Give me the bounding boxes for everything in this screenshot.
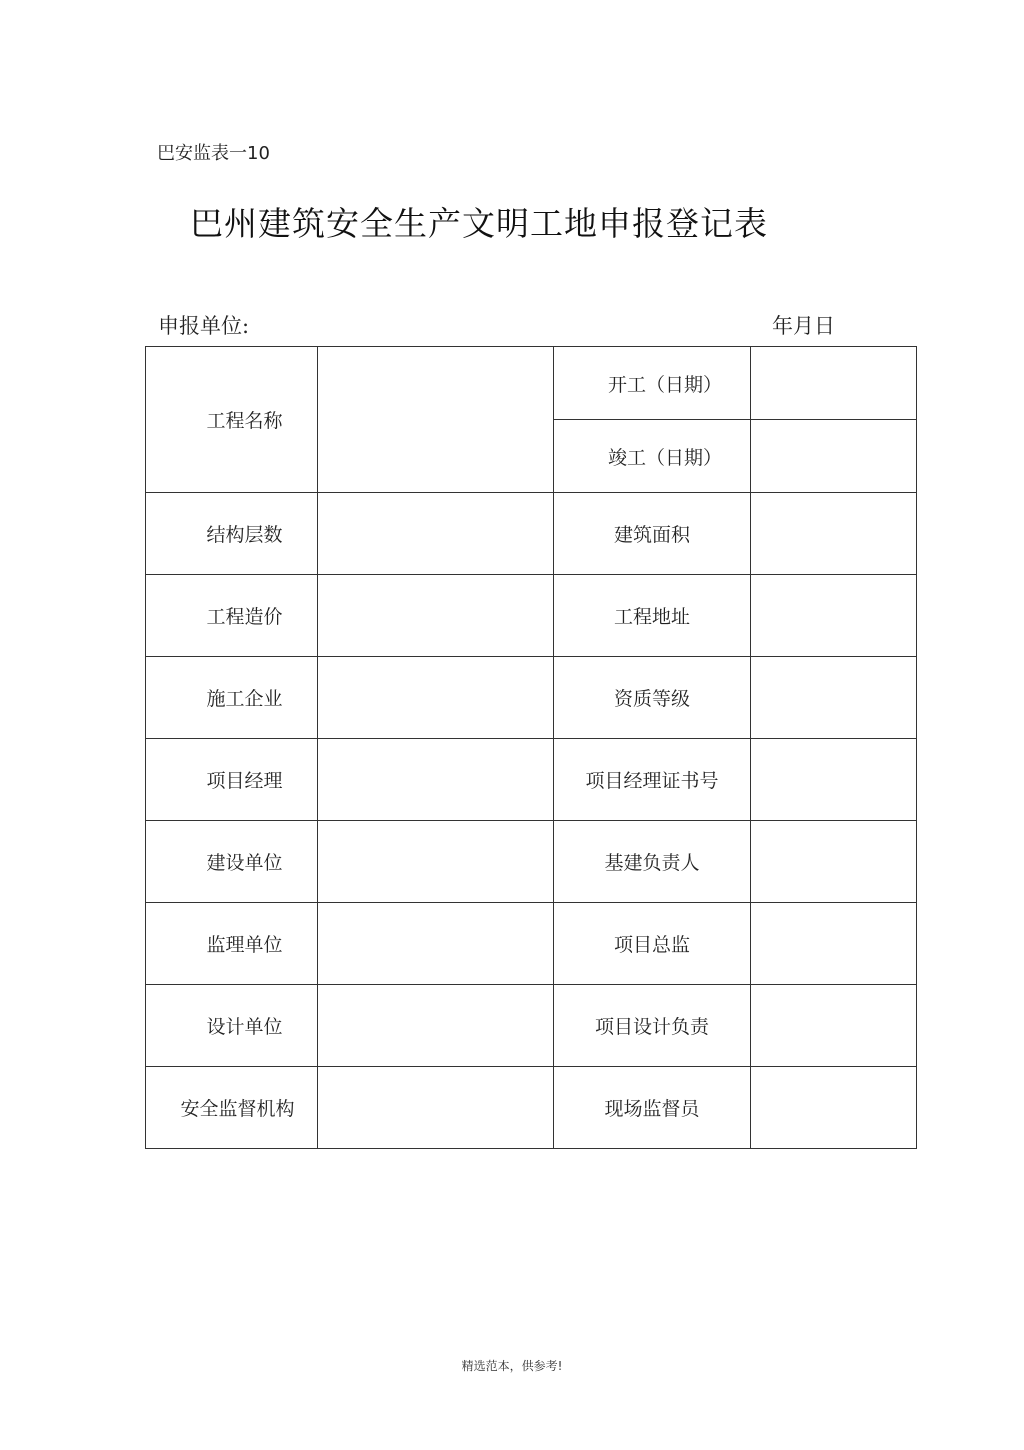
- table-row: [146, 1067, 917, 1149]
- infrastructure-lead-value[interactable]: [751, 821, 917, 903]
- design-lead-value[interactable]: [751, 985, 917, 1067]
- table-row: [146, 347, 917, 420]
- date-label: 年月日: [772, 314, 835, 338]
- project-address-label: 工程地址: [554, 575, 751, 657]
- pm-certificate-label: 项目经理证书号: [554, 739, 751, 821]
- supervision-unit-value[interactable]: [318, 903, 554, 985]
- table-row: [146, 575, 917, 657]
- start-date-value[interactable]: [751, 347, 917, 420]
- design-unit-label: 设计单位: [146, 985, 318, 1067]
- table-row: [146, 739, 917, 821]
- building-area-value[interactable]: [751, 493, 917, 575]
- chief-supervisor-label: 项目总监: [554, 903, 751, 985]
- project-cost-label: 工程造价: [146, 575, 318, 657]
- developer-label: 建设单位: [146, 821, 318, 903]
- structure-floors-value[interactable]: [318, 493, 554, 575]
- registration-table: [145, 346, 917, 1149]
- qualification-level-label: 资质等级: [554, 657, 751, 739]
- table-row: [146, 821, 917, 903]
- site-supervisor-label: 现场监督员: [554, 1067, 751, 1149]
- table-row: [146, 903, 917, 985]
- project-name-value[interactable]: [318, 347, 554, 493]
- start-date-label: 开工（日期）: [554, 347, 751, 420]
- construction-company-value[interactable]: [318, 657, 554, 739]
- structure-floors-label: 结构层数: [146, 493, 318, 575]
- applicant-label: 申报单位:: [158, 314, 250, 338]
- form-code: 巴安监表一10: [157, 143, 270, 164]
- project-address-value[interactable]: [751, 575, 917, 657]
- construction-company-label: 施工企业: [146, 657, 318, 739]
- table-row: [146, 657, 917, 739]
- safety-agency-value[interactable]: [318, 1067, 554, 1149]
- qualification-level-value[interactable]: [751, 657, 917, 739]
- table-row: [146, 493, 917, 575]
- site-supervisor-value[interactable]: [751, 1067, 917, 1149]
- table-row: [146, 985, 917, 1067]
- developer-value[interactable]: [318, 821, 554, 903]
- design-lead-label: 项目设计负责: [554, 985, 751, 1067]
- project-manager-value[interactable]: [318, 739, 554, 821]
- supervision-unit-label: 监理单位: [146, 903, 318, 985]
- safety-agency-label: 安全监督机构: [146, 1067, 318, 1149]
- building-area-label: 建筑面积: [554, 493, 751, 575]
- end-date-label: 竣工（日期）: [554, 420, 751, 493]
- project-manager-label: 项目经理: [146, 739, 318, 821]
- design-unit-value[interactable]: [318, 985, 554, 1067]
- project-name-label: 工程名称: [146, 347, 318, 493]
- project-cost-value[interactable]: [318, 575, 554, 657]
- footer-note: 精选范本，供参考!: [461, 1359, 563, 1373]
- infrastructure-lead-label: 基建负责人: [554, 821, 751, 903]
- page-title: 巴州建筑安全生产文明工地申报登记表: [190, 204, 768, 243]
- end-date-value[interactable]: [751, 420, 917, 493]
- pm-certificate-value[interactable]: [751, 739, 917, 821]
- chief-supervisor-value[interactable]: [751, 903, 917, 985]
